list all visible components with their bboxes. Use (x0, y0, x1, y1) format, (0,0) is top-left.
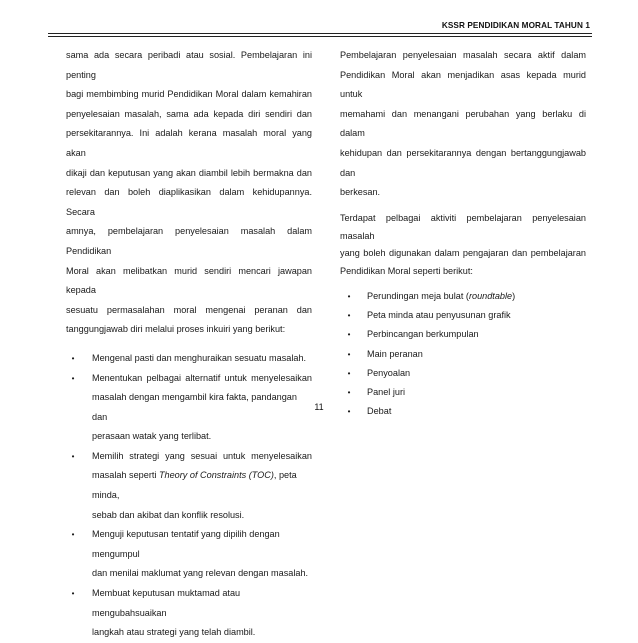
text-line: Pendidikan Moral seperti berikut: (340, 266, 473, 277)
text-line: yang boleh digunakan dalam pengajaran dan pembelajaran (340, 248, 586, 259)
bullet-icon: • (347, 407, 351, 417)
list-item (66, 584, 312, 643)
list-item-label: Perbincangan berkumpulan (367, 329, 479, 340)
bullet-icon: • (347, 387, 351, 397)
text-line: Moral akan melibatkan murid sendiri mencari jawapan kepada (66, 265, 312, 296)
list-item-label: Peta minda atau penyusunan grafik (367, 310, 511, 321)
text-line: dan menilai maklumat yang relevan dengan masalah. (92, 568, 309, 579)
text-line: persekitarannya. Ini adalah kerana masalah moral yang akan (66, 128, 312, 158)
text-line: Memilih strategi yang sesuai untuk menyelesaikan (92, 450, 312, 461)
text-line: relevan dan boleh diaplikasikan dalam kehidupannya. Secara (66, 187, 312, 217)
list-item (340, 364, 586, 383)
text-line: langkah atau strategi yang telah diambil. (92, 627, 256, 638)
text-line: memahami dan menangani perubahan yang berlaku di dalam (340, 108, 586, 139)
header-rule (48, 33, 592, 34)
list-item-label: Debat (367, 406, 392, 417)
list-item (340, 345, 586, 364)
text-line: Menguji keputusan tentatif yang dipilih dengan mengumpul (92, 529, 280, 559)
text-line: berkesan. (340, 187, 381, 198)
list-item (340, 325, 586, 344)
header-rule-thin (48, 36, 592, 37)
text-line: sesuatu permasalahan moral mengenai peranan dan (66, 304, 312, 315)
page-number: 11 (314, 402, 324, 412)
bullet-icon: • (347, 368, 351, 378)
italic-term: Theory of Constraints (TOC) (158, 470, 274, 481)
text-line: Membuat keputusan muktamad atau mengubahsuaikan (92, 588, 241, 618)
text-line: Pembelajaran penyelesaian masalah secara aktif dalam (340, 50, 586, 60)
text-line: sebab dan akibat dan konflik resolusi. (92, 509, 245, 520)
right-column (340, 46, 586, 421)
text-line: kehidupan dan persekitarannya dengan bertanggungjawab dan (340, 147, 586, 178)
list-item (66, 349, 312, 369)
text-line: sama ada secara peribadi atau sosial. Pembelajaran ini penting (66, 50, 312, 80)
left-column (66, 46, 312, 643)
bullet-icon: • (71, 451, 75, 461)
inquiry-process-list (66, 349, 312, 643)
list-item (66, 447, 312, 525)
list-item-label: Penyoalan (367, 367, 411, 378)
italic-term: roundtable (468, 290, 513, 301)
text-line: masalah dengan mengambil kira fakta, pandangan dan (92, 392, 297, 422)
bullet-icon: • (71, 589, 75, 599)
bullet-icon: • (347, 330, 351, 340)
list-item-label: Main peranan (367, 348, 423, 359)
text-line: bagi membimbing murid Pendidikan Moral dalam kemahiran (66, 89, 312, 100)
left-paragraph (66, 46, 312, 340)
bullet-icon: • (347, 291, 351, 301)
text-line: Terdapat pelbagai aktiviti pembelajaran penyelesaian masalah (340, 212, 586, 241)
text-line: amnya, pembelajaran penyelesaian masalah dalam Pendidikan (66, 226, 312, 256)
list-item (340, 306, 586, 325)
bullet-icon: • (71, 353, 75, 363)
list-item (66, 525, 312, 584)
text-line: Menentukan pelbagai alternatif untuk menyelesaikan (92, 372, 312, 383)
list-item (340, 383, 586, 402)
text-span: Perundingan meja bulat ( (367, 290, 469, 301)
list-item-label: Panel juri (367, 386, 406, 397)
text-span: ) (512, 290, 516, 301)
list-item (340, 287, 586, 306)
text-span: masalah seperti (92, 470, 159, 481)
bullet-icon: • (347, 311, 351, 321)
right-paragraph-2 (340, 210, 586, 281)
bullet-icon: • (71, 373, 75, 383)
bullet-icon: • (71, 530, 75, 540)
text-line: penyelesaian masalah, sama ada kepada diri sendiri dan (66, 108, 312, 119)
text-span: , peta minda, (92, 470, 297, 501)
header-title: KSSR PENDIDIKAN MORAL TAHUN 1 (441, 21, 590, 30)
text-line: perasaan watak yang terlibat. (92, 431, 212, 442)
text-line: dikaji dan keputusan yang akan diambil lebih bermakna dan (66, 167, 312, 178)
right-paragraph-1 (340, 46, 586, 203)
text-line: Pendidikan Moral akan menjadikan asas kepada murid untuk (340, 69, 586, 100)
bullet-icon: • (347, 349, 351, 359)
text-line: Mengenal pasti dan menghuraikan sesuatu masalah. (92, 352, 307, 363)
text-line: tanggungjawab diri melalui proses inkuiri yang berikut: (66, 324, 286, 335)
text-line (92, 466, 312, 505)
